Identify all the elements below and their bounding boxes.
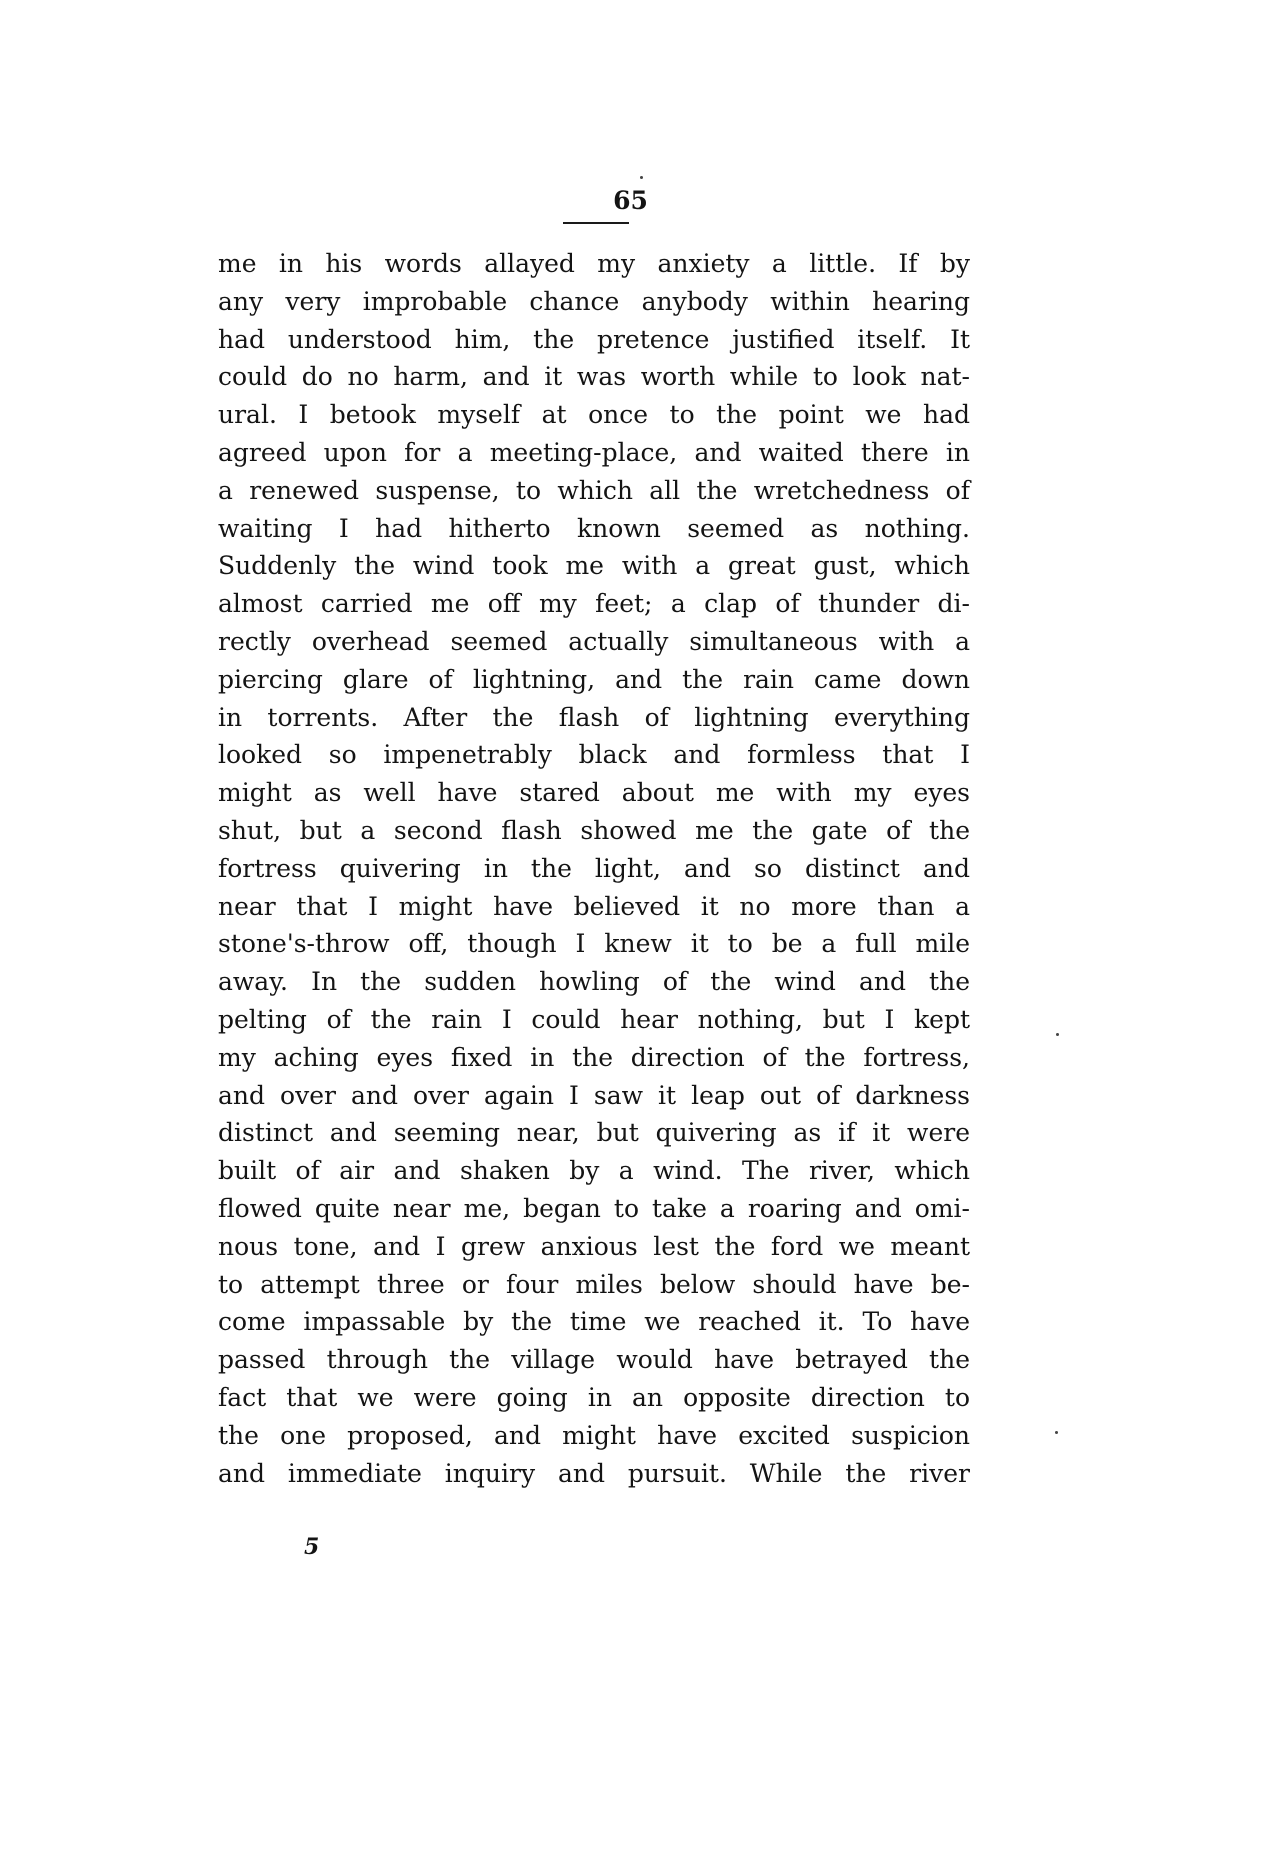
paper-speck bbox=[1055, 1431, 1058, 1434]
text-line: away. In the sudden howling of the wind and the bbox=[218, 967, 970, 997]
signature-mark: 5 bbox=[304, 1534, 320, 1560]
text-line: my aching eyes fixed in the direction of the fortress, bbox=[218, 1042, 970, 1072]
text-line: fact that we were going in an opposite direction to bbox=[218, 1382, 970, 1412]
text-line: almost carried me off my feet; a clap of thunder di- bbox=[218, 589, 970, 619]
text-line: and immediate inquiry and pursuit. While the river bbox=[218, 1458, 970, 1488]
text-line: come impassable by the time we reached it. To have bbox=[218, 1307, 970, 1337]
text-line: the one proposed, and might have excited suspicion bbox=[218, 1420, 970, 1450]
text-line: ural. I betook myself at once to the point we had bbox=[218, 400, 970, 430]
text-line: any very improbable chance anybody within hearing bbox=[218, 286, 970, 316]
text-line: distinct and seeming near, but quivering as if it were bbox=[218, 1118, 970, 1148]
text-line: stone's-throw off, though I knew it to be a full mile bbox=[218, 929, 970, 959]
text-line: had understood him, the pretence justified itself. It bbox=[218, 324, 970, 354]
text-line: might as well have stared about me with my eyes bbox=[218, 778, 970, 808]
text-line: passed through the village would have betrayed the bbox=[218, 1345, 970, 1375]
text-line: could do no harm, and it was worth while to look nat- bbox=[218, 362, 970, 392]
paper-speck bbox=[640, 176, 643, 179]
text-line: flowed quite near me, began to take a roaring and omi- bbox=[218, 1193, 970, 1223]
text-line: rectly overhead seemed actually simultaneous with a bbox=[218, 626, 970, 656]
text-line: Suddenly the wind took me with a great gust, which bbox=[218, 551, 970, 581]
text-line: to attempt three or four miles below should have be- bbox=[218, 1269, 970, 1299]
page-number-rule bbox=[563, 222, 629, 224]
text-line: pelting of the rain I could hear nothing, but I kept bbox=[218, 1004, 970, 1034]
page-number: 65 bbox=[613, 186, 648, 215]
text-line: in torrents. After the flash of lightning everything bbox=[218, 702, 970, 732]
paper-speck bbox=[1056, 1033, 1059, 1036]
text-line: shut, but a second flash showed me the gate of the bbox=[218, 815, 970, 845]
text-line: piercing glare of lightning, and the rain came down bbox=[218, 664, 970, 694]
text-line: waiting I had hitherto known seemed as nothing. bbox=[218, 513, 970, 543]
text-line: near that I might have believed it no more than a bbox=[218, 891, 970, 921]
text-line: agreed upon for a meeting-place, and waited there in bbox=[218, 437, 970, 467]
text-line: and over and over again I saw it leap out of darkness bbox=[218, 1080, 970, 1110]
text-line: built of air and shaken by a wind. The river, which bbox=[218, 1156, 970, 1186]
text-line: me in his words allayed my anxiety a little. If by bbox=[218, 249, 970, 278]
text-line: fortress quivering in the light, and so distinct and bbox=[218, 853, 970, 883]
text-line: a renewed suspense, to which all the wretchedness of bbox=[218, 475, 970, 505]
body-text bbox=[218, 245, 970, 1492]
text-line: nous tone, and I grew anxious lest the ford we meant bbox=[218, 1231, 970, 1261]
text-line: looked so impenetrably black and formless that I bbox=[218, 740, 970, 770]
